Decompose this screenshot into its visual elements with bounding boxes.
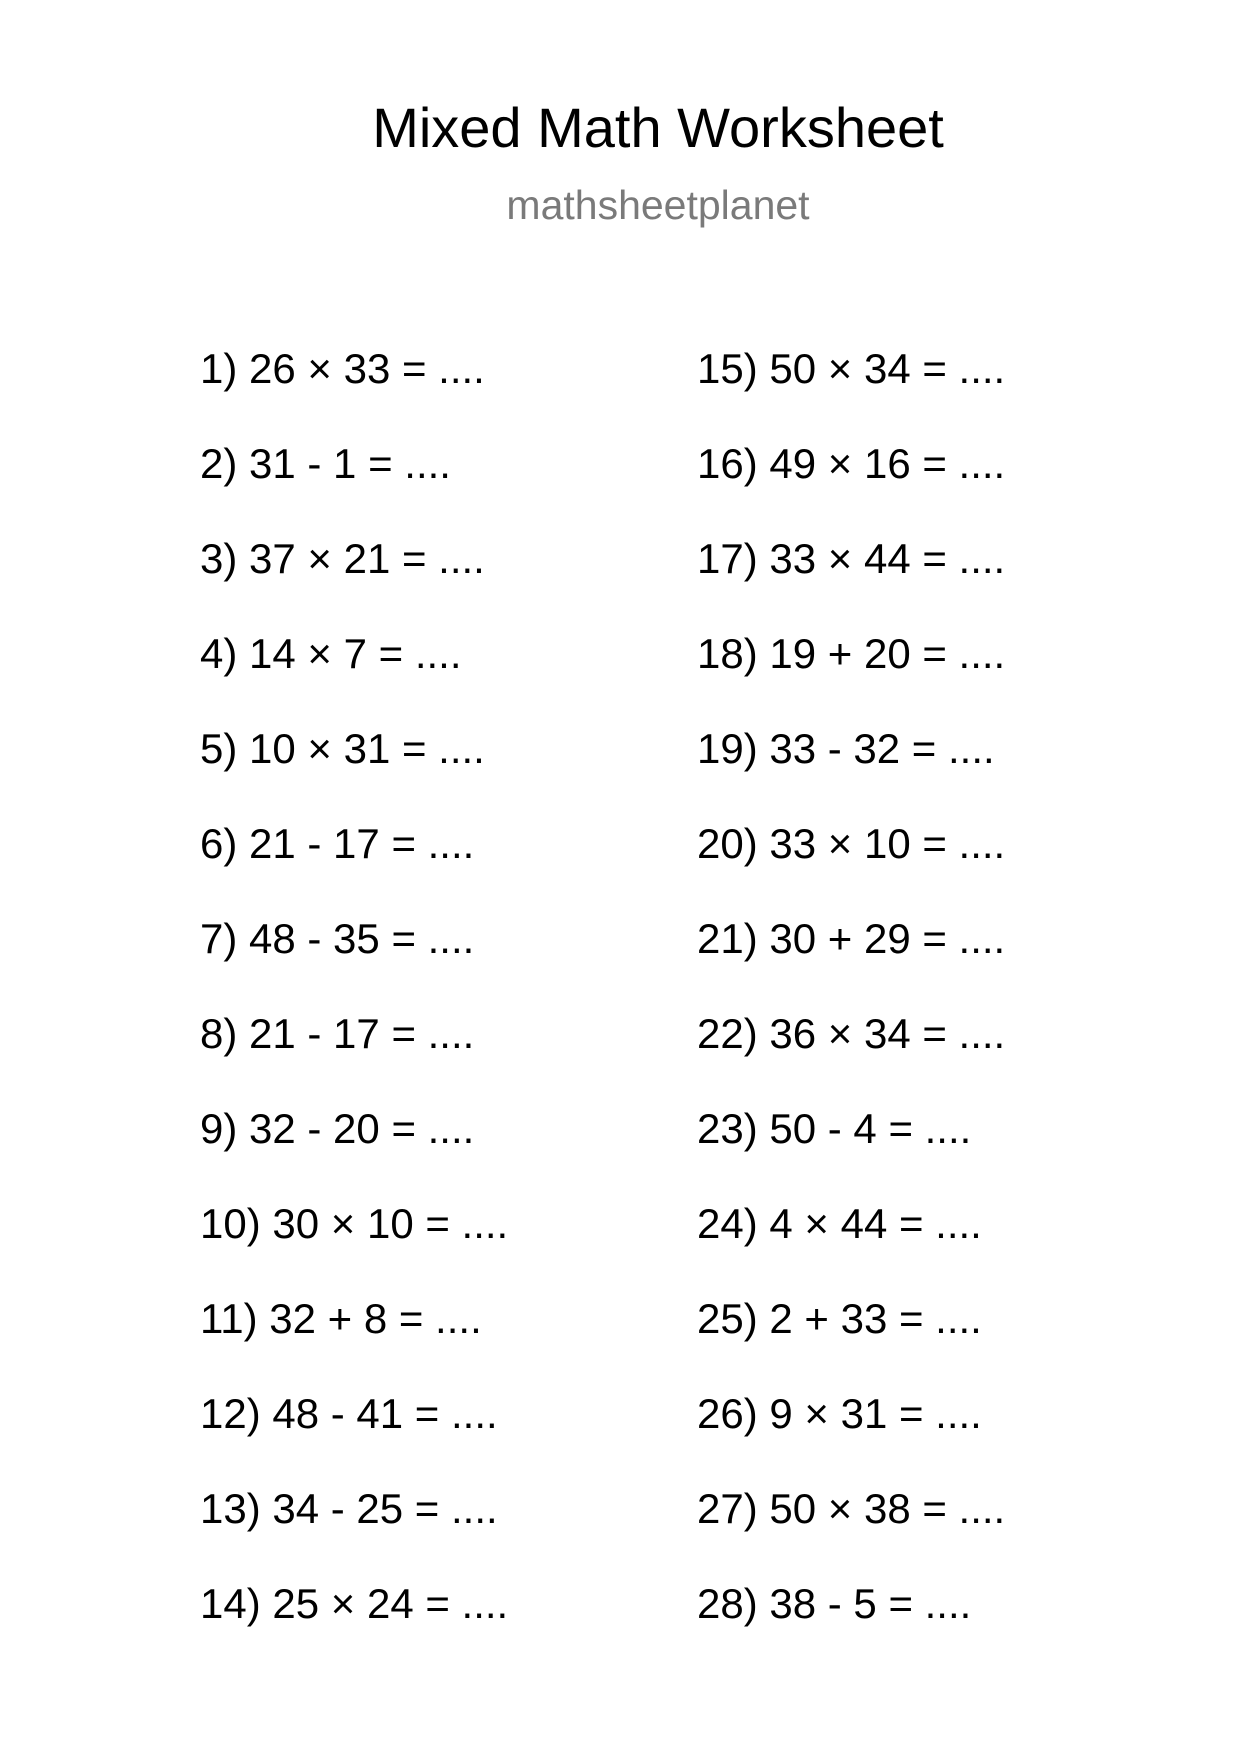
problem-13: 13) 34 - 25 = .... bbox=[200, 1485, 498, 1532]
problem-3: 3) 37 × 21 = .... bbox=[200, 535, 485, 582]
worksheet-title: Mixed Math Worksheet bbox=[372, 96, 944, 159]
problem-10: 10) 30 × 10 = .... bbox=[200, 1200, 509, 1247]
problems-right-column bbox=[697, 345, 1006, 1678]
problem-27: 27) 50 × 38 = .... bbox=[697, 1485, 1006, 1532]
problem-16: 16) 49 × 16 = .... bbox=[697, 440, 1006, 487]
problem-15: 15) 50 × 34 = .... bbox=[697, 345, 1006, 392]
problem-26: 26) 9 × 31 = .... bbox=[697, 1390, 982, 1437]
problem-11: 11) 32 + 8 = .... bbox=[200, 1295, 482, 1342]
problem-22: 22) 36 × 34 = .... bbox=[697, 1010, 1006, 1057]
worksheet-subtitle: mathsheetplanet bbox=[506, 182, 810, 228]
problem-9: 9) 32 - 20 = .... bbox=[200, 1105, 475, 1152]
problem-21: 21) 30 + 29 = .... bbox=[697, 915, 1006, 962]
problem-25: 25) 2 + 33 = .... bbox=[697, 1295, 982, 1342]
problem-8: 8) 21 - 17 = .... bbox=[200, 1010, 475, 1057]
problem-19: 19) 33 - 32 = .... bbox=[697, 725, 995, 772]
problem-4: 4) 14 × 7 = .... bbox=[200, 630, 462, 677]
problem-23: 23) 50 - 4 = .... bbox=[697, 1105, 972, 1152]
problem-7: 7) 48 - 35 = .... bbox=[200, 915, 475, 962]
problems-left-column bbox=[200, 345, 509, 1678]
problem-12: 12) 48 - 41 = .... bbox=[200, 1390, 498, 1437]
problem-20: 20) 33 × 10 = .... bbox=[697, 820, 1006, 867]
problem-1: 1) 26 × 33 = .... bbox=[200, 345, 485, 392]
problem-5: 5) 10 × 31 = .... bbox=[200, 725, 485, 772]
problem-17: 17) 33 × 44 = .... bbox=[697, 535, 1006, 582]
problem-24: 24) 4 × 44 = .... bbox=[697, 1200, 982, 1247]
problem-6: 6) 21 - 17 = .... bbox=[200, 820, 475, 867]
problem-2: 2) 31 - 1 = .... bbox=[200, 440, 451, 487]
problem-14: 14) 25 × 24 = .... bbox=[200, 1580, 509, 1627]
problem-28: 28) 38 - 5 = .... bbox=[697, 1580, 972, 1627]
problem-18: 18) 19 + 20 = .... bbox=[697, 630, 1006, 677]
